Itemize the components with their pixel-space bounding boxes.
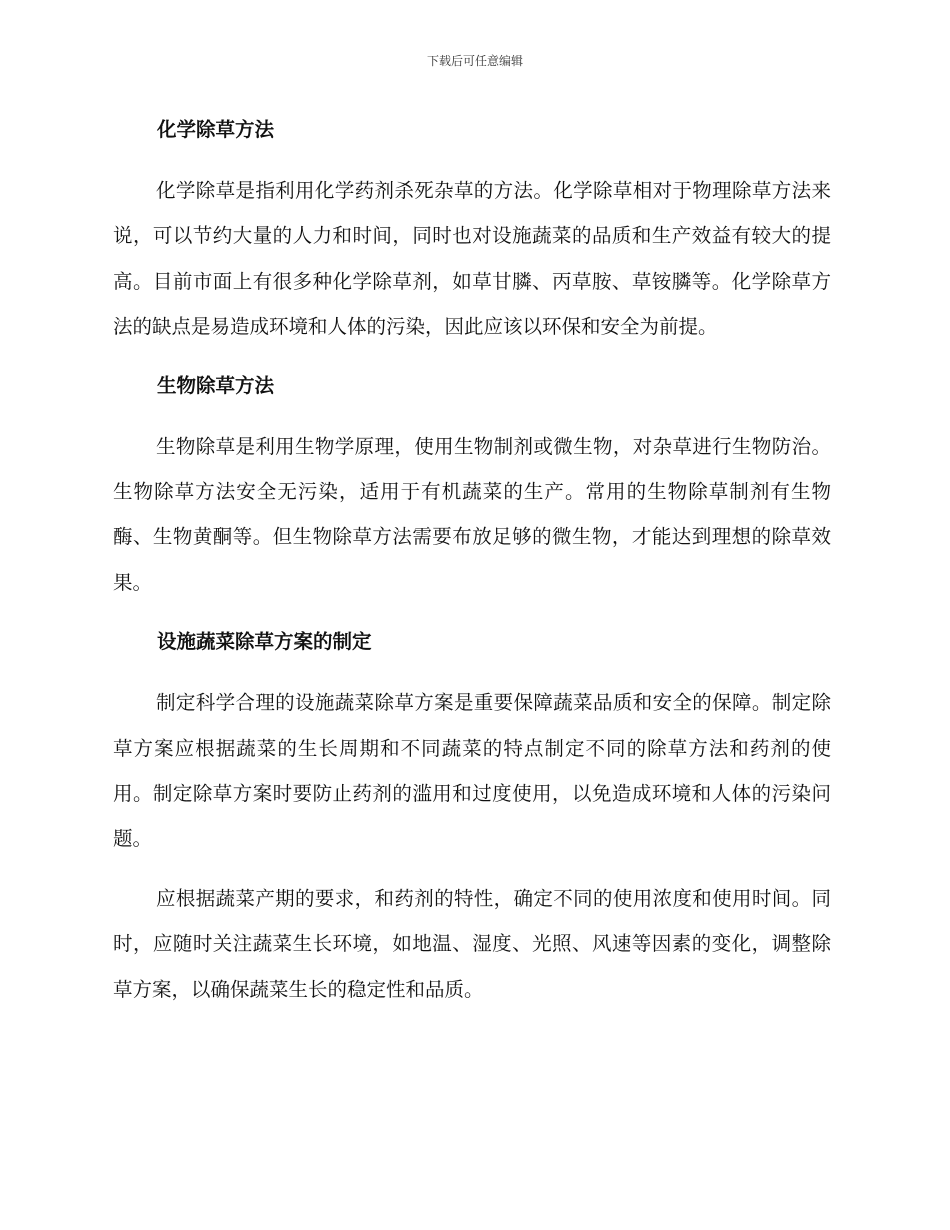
paragraph-weeding-plan-2: 应根据蔬菜产期的要求，和药剂的特性，确定不同的使用浓度和使用时间。同时，应随时关注蔬菜生长环境，如地温、湿度、光照、风速等因素的变化，调整除草方案，以确保蔬菜生长的稳定性和品质。 (113, 886, 831, 1001)
section-heading-chemical-weeding: 化学除草方法 (157, 118, 275, 141)
document-body (113, 114, 831, 1012)
section-heading-biological-weeding: 生物除草方法 (157, 373, 275, 397)
paragraph-weeding-plan-1: 制定科学合理的设施蔬菜除草方案是重要保障蔬菜品质和安全的保障。制定除草方案应根据蔬菜的生长周期和不同蔬菜的特点制定不同的除草方法和药剂的使用。制定除草方案时要防止药剂的滥用和过度使用，以免造成环境和人体的污染问题。 (113, 691, 831, 851)
paragraph-biological-weeding: 生物除草是利用生物学原理，使用生物制剂或微生物，对杂草进行生物防治。生物除草方法安全无污染，适用于有机蔬菜的生产。常用的生物除草制剂有生物酶、生物黄酮等。但生物除草方法需要布放足够的微生物，才能达到理想的除草效果。 (113, 434, 831, 594)
section-heading-weeding-plan: 设施蔬菜除草方案的制定 (157, 630, 372, 654)
page-header: 下载后可任意编辑 (426, 54, 523, 68)
paragraph-chemical-weeding: 化学除草是指利用化学药剂杀死杂草的方法。化学除草相对于物理除草方法来说，可以节约大量的人力和时间，同时也对设施蔬菜的品质和生产效益有较大的提高。目前市面上有很多种化学除草剂，如草甘膦、丙草胺、草铵膦等。化学除草方法的缺点是易造成环境和人体的污染，因此应该以环保和安全为前提。 (113, 179, 831, 339)
